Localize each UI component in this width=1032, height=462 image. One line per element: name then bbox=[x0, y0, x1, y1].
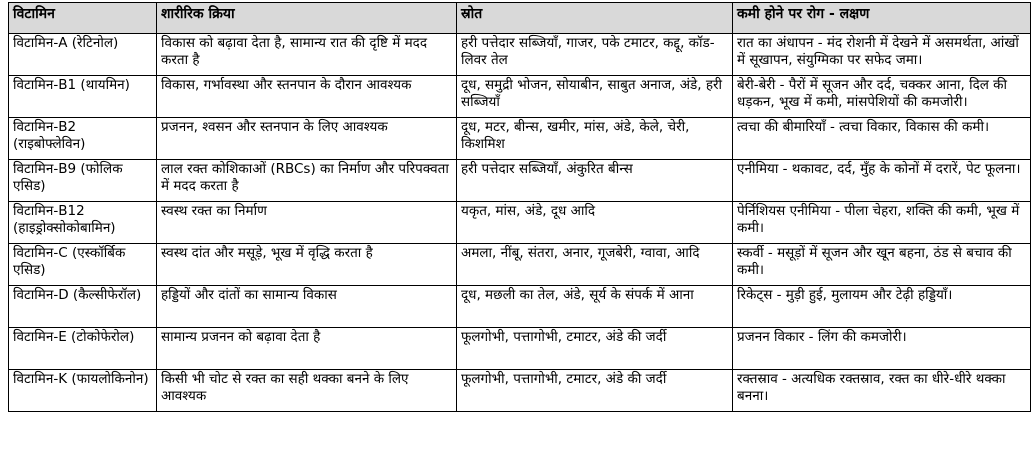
cell-vitamin: विटामिन-K (फायलोकिनोन) bbox=[9, 370, 157, 412]
cell-source: हरी पत्तेदार सब्जियाँ, गाजर, पके टमाटर, कद्दू, कॉड-लिवर तेल bbox=[457, 34, 733, 76]
table-row bbox=[9, 286, 1031, 328]
cell-function: सामान्य प्रजनन को बढ़ावा देता है bbox=[157, 328, 457, 370]
cell-vitamin: विटामिन-B9 (फोलिक एसिड) bbox=[9, 160, 157, 202]
cell-deficiency: प्रजनन विकार - लिंग की कमजोरी। bbox=[733, 328, 1031, 370]
cell-deficiency: रिकेट्स - मुड़ी हुई, मुलायम और टेढ़ी हड्डियाँ। bbox=[733, 286, 1031, 328]
header-function: शारीरिक क्रिया bbox=[157, 3, 457, 34]
table-body bbox=[9, 34, 1031, 412]
cell-deficiency: त्वचा की बीमारियाँ - त्वचा विकार, विकास की कमी। bbox=[733, 118, 1031, 160]
cell-source: फूलगोभी, पत्तागोभी, टमाटर, अंडे की जर्दी bbox=[457, 328, 733, 370]
cell-source: अमला, नींबू, संतरा, अनार, गूजबेरी, ग्वावा, आदि bbox=[457, 244, 733, 286]
table-header-row bbox=[9, 3, 1031, 34]
cell-deficiency: बेरी-बेरी - पैरों में सूजन और दर्द, चक्कर आना, दिल की धड़कन, भूख में कमी, मांसपेशियों की कमजोरी। bbox=[733, 76, 1031, 118]
cell-function: हड्डियों और दांतों का सामान्य विकास bbox=[157, 286, 457, 328]
cell-vitamin: विटामिन-B12 (हाइड्रोक्सोकोबामिन) bbox=[9, 202, 157, 244]
cell-deficiency: एनीमिया - थकावट, दर्द, मुँह के कोनों में दरारें, पेट फूलना। bbox=[733, 160, 1031, 202]
cell-source: दूध, मछली का तेल, अंडे, सूर्य के संपर्क में आना bbox=[457, 286, 733, 328]
cell-function: लाल रक्त कोशिकाओं (RBCs) का निर्माण और परिपक्वता में मदद करता है bbox=[157, 160, 457, 202]
cell-source: दूध, मटर, बीन्स, खमीर, मांस, अंडे, केले, चेरी, किशमिश bbox=[457, 118, 733, 160]
header-deficiency: कमी होने पर रोग - लक्षण bbox=[733, 3, 1031, 34]
table-row bbox=[9, 328, 1031, 370]
header-vitamin: विटामिन bbox=[9, 3, 157, 34]
cell-function: प्रजनन, श्वसन और स्तनपान के लिए आवश्यक bbox=[157, 118, 457, 160]
cell-source: यकृत, मांस, अंडे, दूध आदि bbox=[457, 202, 733, 244]
cell-vitamin: विटामिन-B1 (थायमिन) bbox=[9, 76, 157, 118]
cell-vitamin: विटामिन-D (कैल्सीफेरॉल) bbox=[9, 286, 157, 328]
table-row bbox=[9, 76, 1031, 118]
cell-vitamin: विटामिन-B2 (राइबोफ्लेविन) bbox=[9, 118, 157, 160]
cell-vitamin: विटामिन-C (एस्कॉर्बिक एसिड) bbox=[9, 244, 157, 286]
cell-source: दूध, समुद्री भोजन, सोयाबीन, साबुत अनाज, अंडे, हरी सब्जियाँ bbox=[457, 76, 733, 118]
cell-function: स्वस्थ रक्त का निर्माण bbox=[157, 202, 457, 244]
cell-function: स्वस्थ दांत और मसूड़े, भूख में वृद्धि करता है bbox=[157, 244, 457, 286]
cell-vitamin: विटामिन-E (टोकोफेरोल) bbox=[9, 328, 157, 370]
cell-vitamin: विटामिन-A (रेटिनोल) bbox=[9, 34, 157, 76]
cell-function: विकास, गर्भावस्था और स्तनपान के दौरान आवश्यक bbox=[157, 76, 457, 118]
table-row bbox=[9, 370, 1031, 412]
cell-deficiency: पेर्निशियस एनीमिया - पीला चेहरा, शक्ति की कमी, भूख में कमी। bbox=[733, 202, 1031, 244]
cell-source: फूलगोभी, पत्तागोभी, टमाटर, अंडे की जर्दी bbox=[457, 370, 733, 412]
table-row bbox=[9, 244, 1031, 286]
table-row bbox=[9, 118, 1031, 160]
cell-function: किसी भी चोट से रक्त का सही थक्का बनने के लिए आवश्यक bbox=[157, 370, 457, 412]
cell-function: विकास को बढ़ावा देता है, सामान्य रात की दृष्टि में मदद करता है bbox=[157, 34, 457, 76]
header-source: स्रोत bbox=[457, 3, 733, 34]
cell-source: हरी पत्तेदार सब्जियाँ, अंकुरित बीन्स bbox=[457, 160, 733, 202]
cell-deficiency: रात का अंधापन - मंद रोशनी में देखने में असमर्थता, आंखों में सूखापन, संयुग्मिका पर सफेद जमा। bbox=[733, 34, 1031, 76]
cell-deficiency: स्कर्वी - मसूड़ों में सूजन और खून बहना, ठंड से बचाव की कमी। bbox=[733, 244, 1031, 286]
cell-deficiency: रक्तस्राव - अत्यधिक रक्तस्राव, रक्त का धीरे-धीरे थक्का बनना। bbox=[733, 370, 1031, 412]
table-row bbox=[9, 202, 1031, 244]
table-row bbox=[9, 34, 1031, 76]
vitamin-table bbox=[8, 2, 1031, 412]
table-row bbox=[9, 160, 1031, 202]
